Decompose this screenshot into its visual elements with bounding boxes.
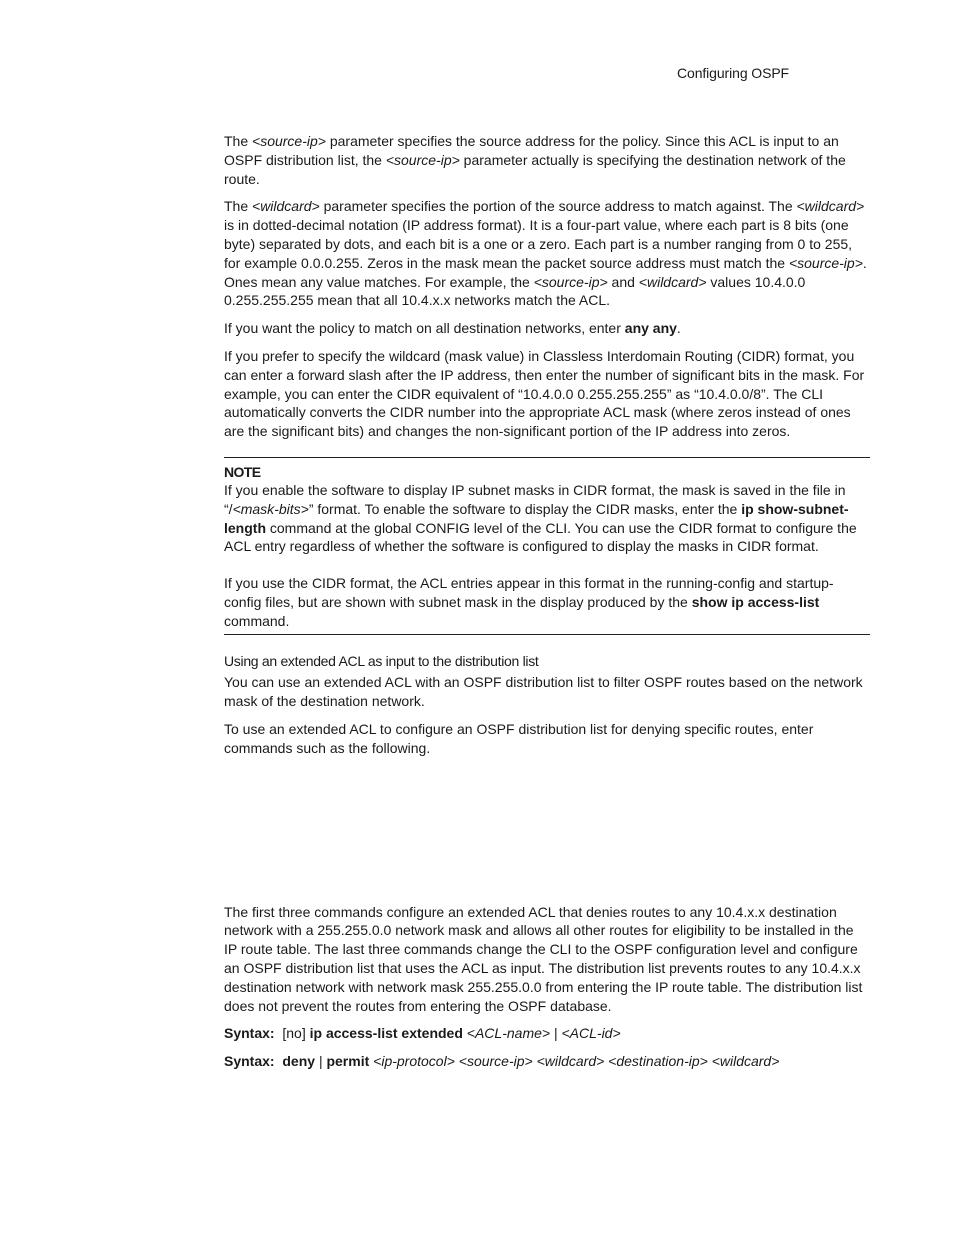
param-wildcard: <wildcard> [796, 198, 865, 215]
command-ip-show-subnet-length: ip show-subnet-length [224, 500, 849, 536]
text-run: If you want the policy to match on all destination networks, enter [224, 320, 625, 337]
section-heading: Using an extended ACL as input to the distribution list [224, 652, 539, 669]
text-run: . Ones mean any value matches. For example, the [224, 254, 867, 290]
text-run: and [607, 273, 639, 290]
command-show-ip-access-list: show ip access-list [691, 593, 820, 610]
param-wildcard: <wildcard> [638, 273, 707, 290]
text-run: command at the global CONFIG level of the CLI. You can use the CIDR format to configure the ACL entry regardless of whether the software is configured to display the masks in CIDR format. [224, 519, 857, 555]
param-acl-name: <ACL-name> [466, 1025, 551, 1042]
text-run: command. [224, 612, 290, 629]
code-example-area [224, 767, 870, 903]
syntax-optional: [no] [282, 1025, 306, 1042]
text-run: If you use the CIDR format, the ACL entries appear in this format in the running-config and startup-config files, but are shown with subnet mask in the display produced by the [224, 575, 834, 610]
syntax-separator: | [318, 1053, 323, 1070]
paragraph-any-any [224, 319, 870, 338]
param-source-ip: <source-ip> [252, 133, 326, 149]
syntax-label: Syntax: [224, 1025, 275, 1042]
note-box [224, 457, 870, 635]
syntax-deny-permit [224, 1052, 870, 1071]
param-wildcard: <wildcard> [252, 198, 320, 215]
page-content [224, 132, 870, 1080]
note-title: NOTE [224, 463, 261, 480]
text-run: values 10.4.0.0 0.255.255.255 mean that all 10.4.x.x networks match the ACL. [224, 273, 806, 309]
param-source-ip: <source-ip> [533, 273, 608, 290]
syntax-separator: | [553, 1025, 558, 1042]
keyword-any-any: any any [624, 320, 677, 337]
paragraph-source-ip [224, 132, 870, 188]
text-run: is in dotted-decimal notation (IP address format). It is a four-part value, where each part is 8 bits (one byte) separated by dots, and each bit is a one or a zero. Each part is a number ranging from 0 to 255, for example 0.0.0.255. Zeros in the mask mean the packet source address must match the [224, 217, 853, 271]
text-run: . [676, 320, 681, 337]
text-run: The [224, 133, 253, 149]
syntax-arguments: <ip-protocol> <source-ip> <wildcard> <destination-ip> <wildcard> [373, 1053, 780, 1070]
syntax-ip-access-list [224, 1024, 870, 1043]
text-run: The [224, 198, 253, 215]
note-paragraph-cidr-display [224, 481, 870, 556]
text-run: parameter specifies the portion of the source address to match against. The [319, 198, 797, 215]
param-mask-bits: <mask-bits> [232, 500, 309, 517]
text-run: parameter specifies the source address for the policy. Since this ACL is input to an OSPF distribution list, the [224, 133, 839, 168]
section-paragraph-explanation: The first three commands configure an extended ACL that denies routes to any 10.4.x.x destination network with a 255.255.0.0 network mask and allows all other routes for eligibility to be installed in the IP route table. The last three commands change the CLI to the OSPF configuration level and configure an OSPF distribution list that uses the ACL as input. The distribution list prevents routes to any 10.4.x.x destination network with network mask 255.255.0.0 from entering the IP route table. The distribution list does not prevent the routes from entering the OSPF database. [224, 903, 863, 1014]
syntax-command-deny: deny [282, 1053, 316, 1070]
text-run: parameter actually is specifying the destination network of the route. [224, 151, 846, 187]
paragraph-cidr: If you prefer to specify the wildcard (mask value) in Classless Interdomain Routing (CIDR) format, you can enter a forward slash after the IP address, then enter the number of significant bits in the mask. For example, you can enter the CIDR equivalent of “10.4.0.0 0.255.255.255” as “10.4.0.0/8”. The CLI automatically converts the CIDR number into the appropriate ACL mask (where zeros instead of ones are the significant bits) and changes the non-significant portion of the IP address into zeros. [224, 347, 865, 440]
param-acl-id: <ACL-id> [561, 1025, 621, 1042]
section-paragraph-intro: You can use an extended ACL with an OSPF distribution list to filter OSPF routes based on the network mask of the destination network. [224, 674, 863, 710]
syntax-command-permit: permit [326, 1053, 370, 1070]
syntax-command: ip access-list extended [309, 1025, 463, 1042]
param-source-ip: <source-ip> [385, 151, 460, 168]
note-paragraph-running-config [224, 574, 870, 630]
param-source-ip: <source-ip> [788, 254, 863, 271]
text-run: If you enable the software to display IP subnet masks in CIDR format, the mask is saved in the file in “/ [224, 481, 846, 517]
paragraph-wildcard [224, 197, 870, 310]
running-header: Configuring OSPF [677, 65, 790, 81]
text-run: ” format. To enable the software to display the CIDR masks, enter the [308, 500, 742, 517]
section-paragraph-commands: To use an extended ACL to configure an OSPF distribution list for denying specific routes, enter commands such as the following. [224, 720, 814, 756]
note-gap [224, 556, 870, 574]
syntax-label: Syntax: [224, 1053, 275, 1070]
